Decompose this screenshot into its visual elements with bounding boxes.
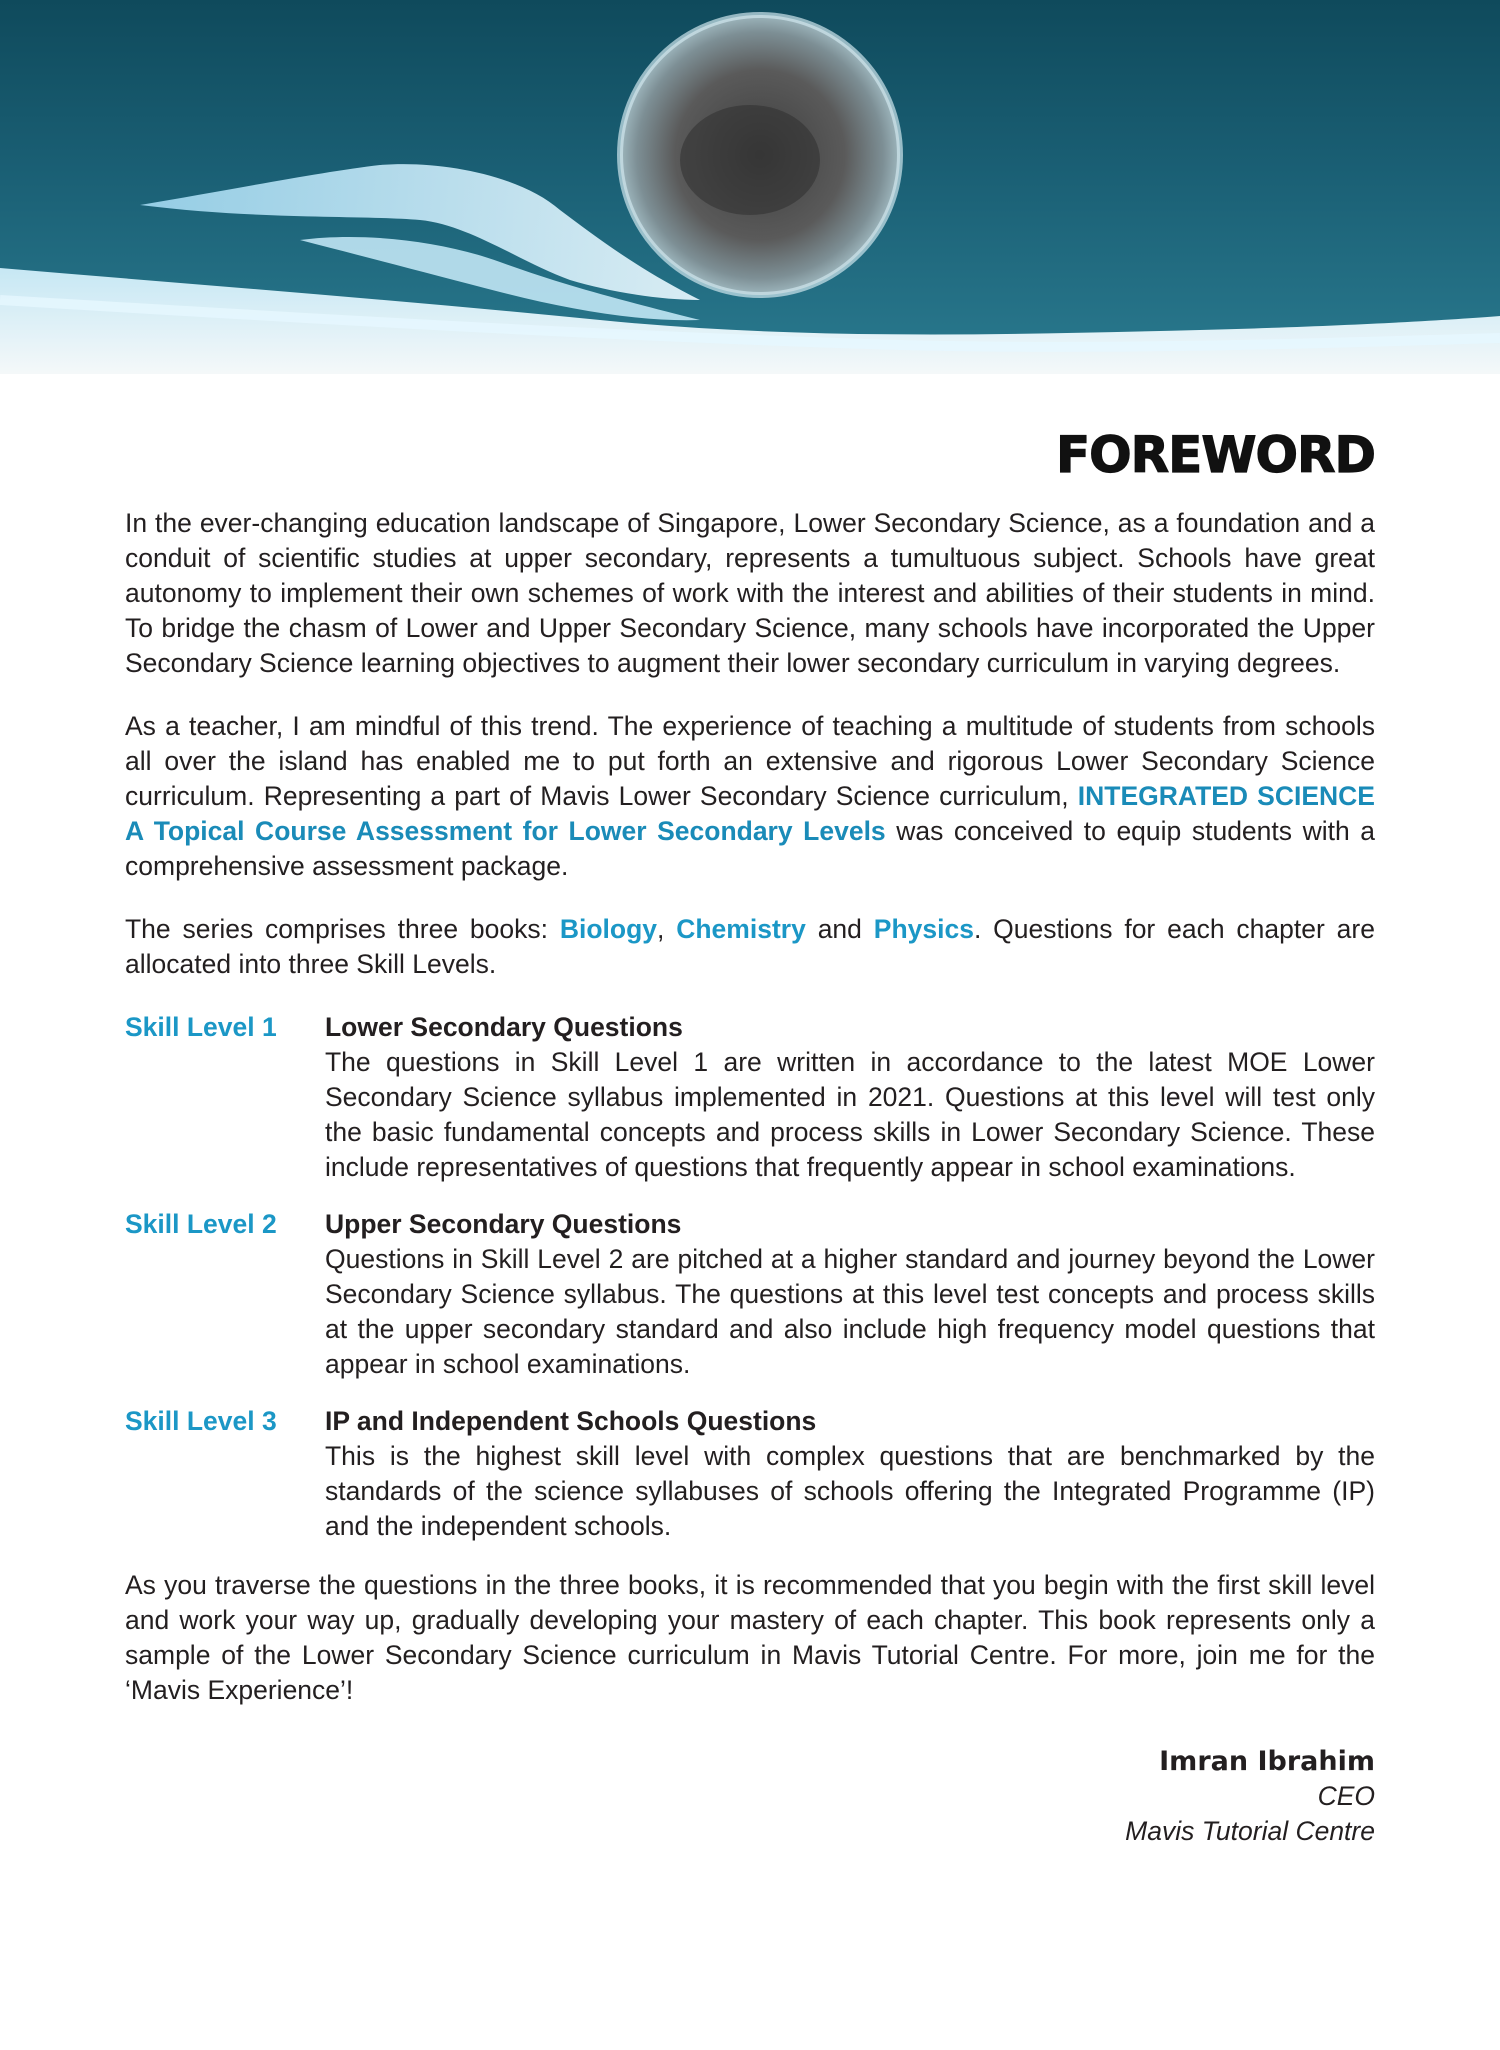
- skill-level-title: IP and Independent Schools Questions: [325, 1406, 817, 1436]
- header-banner-image: [0, 0, 1500, 374]
- skill-level-item: [125, 1207, 1375, 1382]
- skill-level-body: [325, 1207, 1375, 1382]
- skill-level-label: Skill Level 2: [125, 1209, 277, 1239]
- skill-level-label: Skill Level 1: [125, 1012, 277, 1042]
- sperm-egg-illustration: [0, 0, 1500, 374]
- skill-level-description: This is the highest skill level with complex questions that are benchmarked by the standards of the science syllabuses of schools offering the Integrated Programme (IP) and the independent schools.: [325, 1441, 1375, 1541]
- paragraph-intro: In the ever-changing education landscape of Singapore, Lower Secondary Science, as a foundation and a conduit of scientific studies at upper secondary, represents a tumultuous subject. Schools have great autonomy to implement their own schemes of work with the interest and abilities of their students in mind. To bridge the chasm of Lower and Upper Secondary Science, many schools have incorporated the Upper Secondary Science learning objectives to augment their lower secondary curriculum in varying degrees.: [125, 508, 1375, 678]
- book-physics: Physics: [873, 914, 974, 944]
- signature-block: [125, 1744, 1375, 1849]
- signature-organization: Mavis Tutorial Centre: [1125, 1816, 1375, 1846]
- page-title: FOREWORD: [1056, 426, 1375, 484]
- book-title-highlight: INTEGRATED SCIENCE A Topical Course Assessment for Lower Secondary Levels: [125, 781, 1375, 846]
- signature-name: Imran Ibrahim: [1159, 1746, 1375, 1777]
- skill-level-description: The questions in Skill Level 1 are written in accordance to the latest MOE Lower Secondary Science syllabus implemented in 2021. Questions at this level will test only the basic fundamental concepts and process skills in Lower Secondary Science. These include representatives of questions that frequently appear in school examinations.: [325, 1047, 1375, 1182]
- paragraph-teacher: [125, 709, 1375, 884]
- paragraph-teacher-text: As a teacher, I am mindful of this trend. The experience of teaching a multitude of students from schools all over the island has enabled me to put forth an extensive and rigorous Lower Secondary Science curriculum. Representing a part of Mavis Lower Secondary Science curriculum,: [125, 711, 1375, 811]
- skill-level-item: [125, 1404, 1375, 1544]
- paragraph-series: [125, 912, 1375, 982]
- skill-level-body: [325, 1010, 1375, 1185]
- skill-level-title: Upper Secondary Questions: [325, 1209, 682, 1239]
- foreword-content: [125, 426, 1375, 1849]
- skill-level-label: Skill Level 3: [125, 1406, 277, 1436]
- paragraph-teacher-text-end: was conceived to equip students with a comprehensive assessment package.: [125, 816, 1375, 881]
- skill-level-description: Questions in Skill Level 2 are pitched at a higher standard and journey beyond the Lower Secondary Science syllabus. The questions at this level test concepts and process skills at the upper secondary standard and also include high frequency model questions that appear in school examinations.: [325, 1244, 1375, 1379]
- series-and: and: [805, 914, 874, 944]
- series-text: The series comprises three books:: [125, 914, 560, 944]
- skill-level-title: Lower Secondary Questions: [325, 1012, 683, 1042]
- skill-level-body: [325, 1404, 1375, 1544]
- book-biology: Biology: [559, 914, 658, 944]
- skill-level-item: [125, 1010, 1375, 1185]
- series-comma: ,: [657, 914, 677, 944]
- skill-levels-list: [125, 1010, 1375, 1544]
- series-text-end: . Questions for each chapter are allocated into three Skill Levels.: [125, 914, 1375, 979]
- signature-role: CEO: [1317, 1781, 1375, 1811]
- book-chemistry: Chemistry: [676, 914, 806, 944]
- paragraph-closing: As you traverse the questions in the three books, it is recommended that you begin with the first skill level and work your way up, gradually developing your mastery of each chapter. This book represents only a sample of the Lower Secondary Science curriculum in Mavis Tutorial Centre. For more, join me for the ‘Mavis Experience’!: [125, 1570, 1375, 1705]
